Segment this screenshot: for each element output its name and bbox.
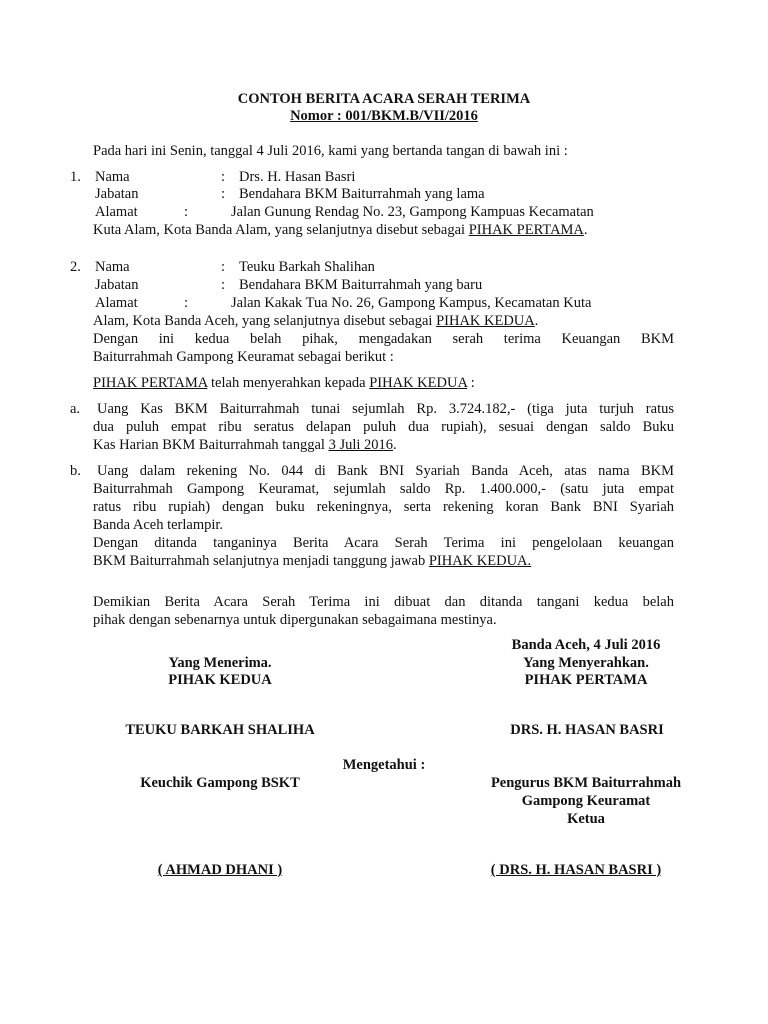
party-2-nama-label: Nama xyxy=(95,259,130,275)
handover-paragraph-line-2: Baiturrahmah Gampong Keuramat sebagai berikut : xyxy=(93,349,394,365)
document-number: Nomor : 001/BKM.B/VII/2016 xyxy=(290,108,478,124)
party-1-period: . xyxy=(583,222,588,238)
party-1-nama-colon: : xyxy=(221,169,226,185)
responsibility-role: PIHAK KEDUA. xyxy=(428,553,532,569)
item-a-line-2: dua puluh empat ribu seratus delapan puluh dua rupiah), sesuai dengan saldo Buku xyxy=(93,419,674,435)
handover-paragraph-line-1: Dengan ini kedua belah pihak, mengadakan serah terima Keuangan BKM xyxy=(93,331,674,347)
item-a-line-3-text: Kas Harian BKM Baiturrahmah tanggal xyxy=(93,437,329,453)
party-1-address-continued xyxy=(93,221,588,239)
party-2-jabatan-colon: : xyxy=(221,277,226,293)
bkm-title-line-2: Gampong Keuramat xyxy=(521,793,651,809)
party-1-alamat-label: Alamat xyxy=(95,204,138,220)
item-b-line-2: Baiturrahmah Gampong Keuramat, sejumlah saldo Rp. 1.400.000,- (satu juta empat xyxy=(93,481,674,497)
item-a-period: . xyxy=(393,437,397,453)
responsibility-text: BKM Baiturrahmah selanjutnya menjadi tanggung jawab xyxy=(93,553,429,569)
village-head-title: Keuchik Gampong BSKT xyxy=(140,775,300,791)
receiver-party: PIHAK KEDUA xyxy=(168,672,272,688)
responsibility-line-1: Dengan ditanda tanganinya Berita Acara Serah Terima ini pengelolaan keuangan xyxy=(93,535,674,551)
party-2-address-text: Alam, Kota Banda Aceh, yang selanjutnya disebut sebagai xyxy=(93,313,437,329)
bkm-chair-name: ( DRS. H. HASAN BASRI ) xyxy=(490,862,662,878)
item-a-label: a. xyxy=(70,401,81,417)
village-head-name: ( AHMAD DHANI ) xyxy=(157,862,283,878)
party-2-jabatan-value: Bendahara BKM Baiturrahmah yang baru xyxy=(239,277,483,293)
party-1-jabatan-label: Jabatan xyxy=(95,186,139,202)
document-title: CONTOH BERITA ACARA SERAH TERIMA xyxy=(237,91,531,107)
handover-colon: : xyxy=(467,375,475,391)
party-1-role: PIHAK PERTAMA xyxy=(468,222,584,238)
party-2-period: . xyxy=(534,313,539,329)
place-date: Banda Aceh, 4 Juli 2016 xyxy=(511,637,661,653)
receiver-name: TEUKU BARKAH SHALIHA xyxy=(125,722,315,738)
giver-party: PIHAK PERTAMA xyxy=(524,672,648,688)
bkm-title-line-3: Ketua xyxy=(567,811,605,827)
party-1-jabatan-value: Bendahara BKM Baiturrahmah yang lama xyxy=(239,186,485,202)
giver-name: DRS. H. HASAN BASRI xyxy=(510,722,664,738)
party-1-nama-label: Nama xyxy=(95,169,130,185)
party-2-alamat-colon: : xyxy=(184,295,189,311)
handover-role-second: PIHAK KEDUA xyxy=(369,375,468,391)
party-1-jabatan-colon: : xyxy=(221,186,226,202)
handover-role-first: PIHAK PERTAMA xyxy=(93,375,208,391)
item-b-line-4: Banda Aceh terlampir. xyxy=(93,517,224,533)
party-2-role: PIHAK KEDUA xyxy=(436,313,535,329)
giver-role: Yang Menyerahkan. xyxy=(523,655,649,671)
item-b-line-1: Uang dalam rekening No. 044 di Bank BNI Syariah Banda Aceh, atas nama BKM xyxy=(97,463,674,479)
party-1-number: 1. xyxy=(70,169,81,185)
item-a-line-3 xyxy=(93,436,397,454)
intro-paragraph: Pada hari ini Senin, tanggal 4 Juli 2016, kami yang bertanda tangan di bawah ini : xyxy=(93,143,568,159)
handover-mid-text: telah menyerahkan kepada xyxy=(207,375,370,391)
responsibility-line-2 xyxy=(93,552,531,570)
party-2-alamat-label: Alamat xyxy=(95,295,138,311)
closing-line-2: pihak dengan sebenarnya untuk dipergunakan sebagaimana mestinya. xyxy=(93,612,497,628)
acknowledged-label: Mengetahui : xyxy=(342,757,426,773)
item-a-date: 3 Juli 2016 xyxy=(328,437,394,453)
receiver-role: Yang Menerima. xyxy=(168,655,272,671)
party-1-alamat-colon: : xyxy=(184,204,189,220)
party-2-number: 2. xyxy=(70,259,81,275)
handover-statement xyxy=(93,374,475,392)
party-2-nama-colon: : xyxy=(221,259,226,275)
party-2-jabatan-label: Jabatan xyxy=(95,277,139,293)
party-2-alamat-value: Jalan Kakak Tua No. 26, Gampong Kampus, Kecamatan Kuta xyxy=(231,295,592,311)
bkm-title-line-1: Pengurus BKM Baiturrahmah xyxy=(490,775,682,791)
item-a-line-1: Uang Kas BKM Baiturrahmah tunai sejumlah Rp. 3.724.182,- (tiga juta turjuh ratus xyxy=(97,401,674,417)
item-b-line-3: ratus ribu rupiah) dengan buku rekeningnya, serta rekening koran Bank BNI Syariah xyxy=(93,499,674,515)
item-b-label: b. xyxy=(70,463,81,479)
party-2-address-continued xyxy=(93,312,538,330)
party-2-nama-value: Teuku Barkah Shalihan xyxy=(239,259,375,275)
party-1-alamat-value: Jalan Gunung Rendag No. 23, Gampong Kampuas Kecamatan xyxy=(231,204,594,220)
party-1-address-text: Kuta Alam, Kota Banda Alam, yang selanjutnya disebut sebagai xyxy=(93,222,469,238)
party-1-nama-value: Drs. H. Hasan Basri xyxy=(239,169,356,185)
closing-line-1: Demikian Berita Acara Serah Terima ini dibuat dan ditanda tangani kedua belah xyxy=(93,594,674,610)
